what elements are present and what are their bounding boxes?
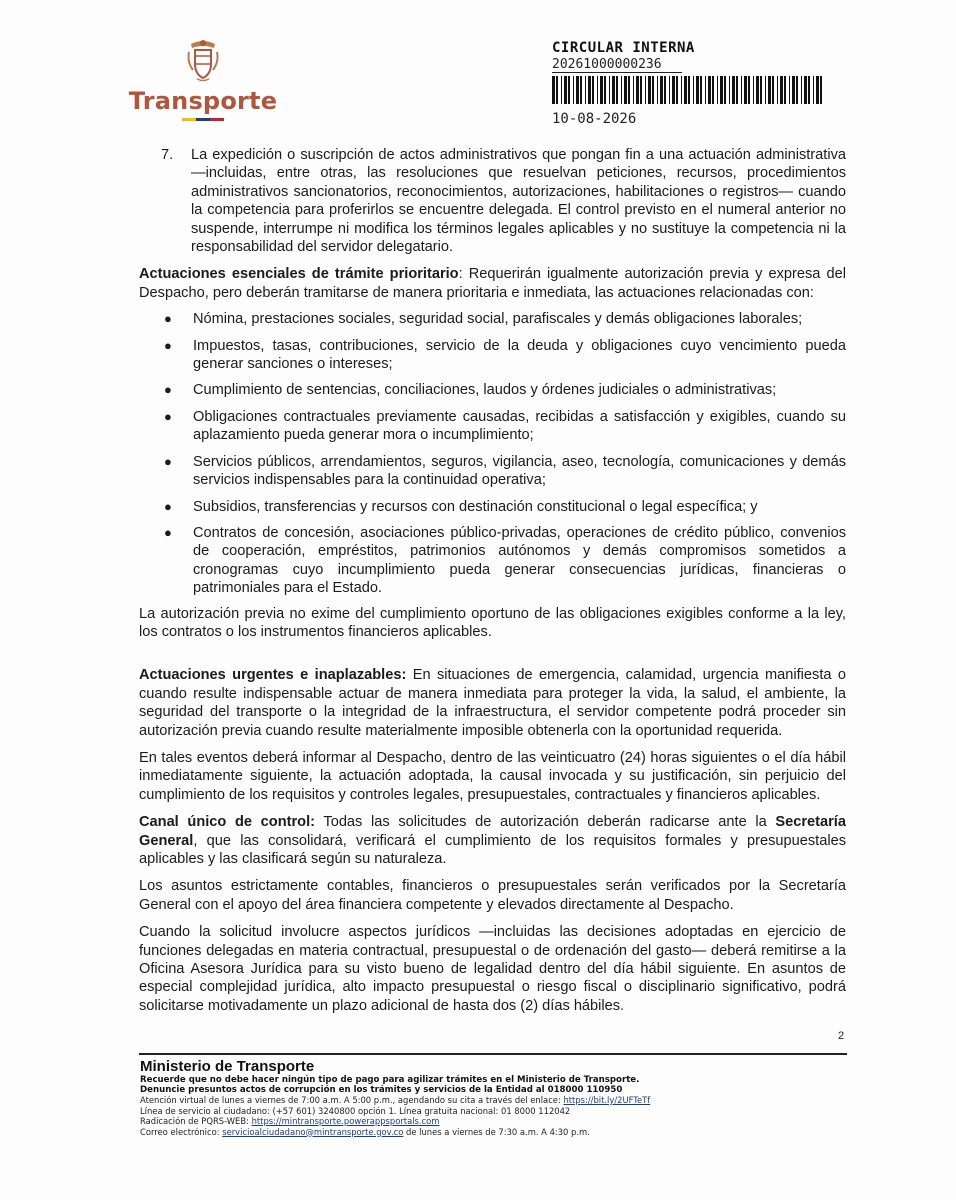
list-item [139, 408, 846, 445]
urgentes-heading: Actuaciones urgentes e inaplazables: [139, 667, 407, 684]
list-item [139, 498, 846, 516]
contables-paragraph: Los asuntos estrictamente contables, financieros o presupuestales serán verificados por la Secretaría General con el apoyo del área financiera competente y elevados directamente al Despacho. [139, 878, 846, 913]
list-item [139, 524, 846, 598]
circular-header [552, 40, 852, 127]
ministry-logo [128, 38, 278, 128]
list-item-text: Nómina, prestaciones sociales, seguridad social, parafiscales y demás obligaciones laborales; [193, 311, 803, 328]
autorizacion-paragraph: La autorización previa no exime del cumplimiento oportuno de las obligaciones exigibles conforme a la ley, los contratos o los instrumentos financieros aplicables. [139, 605, 846, 640]
list-item [139, 337, 846, 374]
coat-of-arms-icon [183, 38, 223, 82]
list-item [139, 381, 846, 399]
prioritario-paragraph [139, 265, 846, 302]
eventos-paragraph: En tales eventos deberá informar al Despacho, dentro de las veinticuatro (24) horas siguientes o el día hábil inmediatamente siguiente, la actuación adoptada, la causal invocada y su justificación, sin perjuicio del cumplimiento de los requisitos y controles legales, presupuestales, contractuales y financieros aplicables. [139, 749, 846, 803]
juridicos-paragraph: Cuando la solicitud involucre aspectos jurídicos —incluidas las decisiones adoptadas en ejercicio de funciones delegadas en materia contractual, presupuestal o de ordenación del gasto— deberá remitirse a la Oficina Asesora Jurídica para su visto bueno de legalidad dentro del día hábil siguiente. En asuntos de especial complejidad jurídica, alto impacto presupuestal o riesgo fiscal o disciplinario significativo, podrá solicitarse motivadamente un plazo adicional de hasta dos (2) días hábiles. [139, 924, 846, 1014]
list-item-text: Impuestos, tasas, contribuciones, servicio de la deuda y obligaciones cuyo vencimiento pueda generar sanciones o intereses; [193, 337, 846, 373]
canal-bold: Secretaría General [139, 814, 846, 849]
bullet-icon: ● [164, 453, 172, 469]
bullet-icon: ● [164, 337, 172, 353]
circular-title: CIRCULAR INTERNA [552, 40, 695, 56]
radicacion-link[interactable]: https://mintransporte.powerappsportals.com [251, 1116, 440, 1126]
correo-text: Correo electrónico: [140, 1126, 223, 1137]
bullet-icon: ● [164, 408, 172, 424]
prioritario-heading: Actuaciones esenciales de trámite prioritario [139, 266, 459, 283]
urgentes-paragraph [139, 666, 846, 740]
item-number: 7. [161, 147, 174, 163]
page-number: 2 [838, 1030, 845, 1042]
correo-tail: de lunes a viernes de 7:30 a.m. A 4:30 p.m. [403, 1126, 590, 1137]
document-body [139, 146, 846, 1015]
radicacion-text: Radicación de PQRS-WEB: [140, 1116, 252, 1126]
bullet-icon: ● [164, 311, 172, 327]
prioritario-list [139, 310, 846, 597]
footer-title: Ministerio de Transporte [140, 1058, 315, 1075]
canal-text-a: Todas las solicitudes de autorización deberán radicarse ante la [315, 814, 776, 831]
list-item [139, 453, 846, 490]
canal-paragraph [139, 813, 846, 868]
bullet-icon: ● [164, 524, 172, 540]
list-item-text: Subsidios, transferencias y recursos con destinación constitucional o legal específica; y [193, 498, 758, 515]
barcode-image [552, 76, 822, 104]
list-item-text: Contratos de concesión, asociaciones público-privadas, operaciones de crédito público, convenios de cooperación, empréstitos, patrimonios autónomos y demás compromisos sometidos a cronogramas cuyo incumplimiento pueda generar consecuencias jurídicas, financieras o patrimoniales para el Estado. [193, 524, 846, 597]
prioritario-text: : Requerirán igualmente autorización previa y expresa del Despacho, pero deberán tramitarse de manera prioritaria e inmediata, las actuaciones relacionadas con: [139, 266, 846, 301]
footer-correo [140, 1127, 846, 1138]
numbered-item-7 [139, 146, 846, 256]
footer-warning-2: Denuncie presuntos actos de corrupción en los trámites y servicios de la Entidad al 018000 110950 [140, 1085, 623, 1095]
atencion-text: Atención virtual de lunes a viernes de 7:00 a.m. A 5:00 p.m., agendando su cita a través del enlace: [140, 1095, 564, 1105]
footer-linea: Línea de servicio al ciudadano: (+57 601) 3240800 opción 1. Línea gratuita nacional: 01 8000 112042 [140, 1105, 571, 1116]
list-item-text: Cumplimiento de sentencias, conciliaciones, laudos y órdenes judiciales o administrativas; [193, 382, 777, 399]
logo-text: Transporte [128, 87, 278, 115]
footer-radicacion [140, 1116, 846, 1127]
page-footer [140, 1058, 846, 1137]
list-item [139, 310, 846, 328]
circular-date: 10-08-2026 [552, 111, 637, 127]
footer-divider [139, 1053, 847, 1055]
bullet-icon: ● [164, 498, 172, 514]
footer-atencion [140, 1095, 846, 1106]
bullet-icon: ● [164, 382, 172, 398]
urgentes-text: En situaciones de emergencia, calamidad, urgencia manifiesta o cuando resulte indispensable actuar de manera inmediata para proteger la vida, la salud, el ambiente, la seguridad del transporte o la integridad de la infraestructura, el servidor competente podrá proceder sin autorización previa cuando resulte materialmente imposible obtenerla con la oportunidad requerida. [139, 667, 846, 739]
canal-heading: Canal único de control: [139, 814, 315, 831]
list-item-text: Obligaciones contractuales previamente causadas, recibidas a satisfacción y exigibles, cuando su aplazamiento pueda generar mora o incumplimiento; [193, 408, 846, 444]
list-item-text: Servicios públicos, arrendamientos, seguros, vigilancia, aseo, tecnología, comunicaciones y demás servicios indispensables para la continuidad operativa; [193, 453, 846, 489]
item-text: La expedición o suscripción de actos administrativos que pongan fin a una actuación administrativa —incluidas, entre otras, las resoluciones que resuelvan peticiones, recursos, procedimientos administrativos sancionatorios, reconocimientos, autorizaciones, habilitaciones o registros— cuando la competencia para proferirlos se encuentre delegada. El control previsto en el numeral anterior no suspende, interrumpe ni modifica los términos legales aplicables y no sustituye la competencia ni la responsabilidad del servidor delegatario. [191, 147, 846, 256]
circular-number: 20261000000236 [552, 57, 682, 73]
correo-link[interactable]: servicioalciudadano@mintransporte.gov.co [222, 1126, 404, 1137]
footer-warning-1: Recuerde que no debe hacer ningún tipo de pago para agilizar trámites en el Ministerio de Transporte. [140, 1075, 640, 1085]
canal-text-b: , que las consolidará, verificará el cumplimiento de los requisitos formales y presupuestales aplicables y las clasificará según su naturaleza. [139, 832, 846, 867]
atencion-link[interactable]: https://bit.ly/2UFTeTf [563, 1095, 651, 1105]
flag-bar [182, 118, 224, 121]
